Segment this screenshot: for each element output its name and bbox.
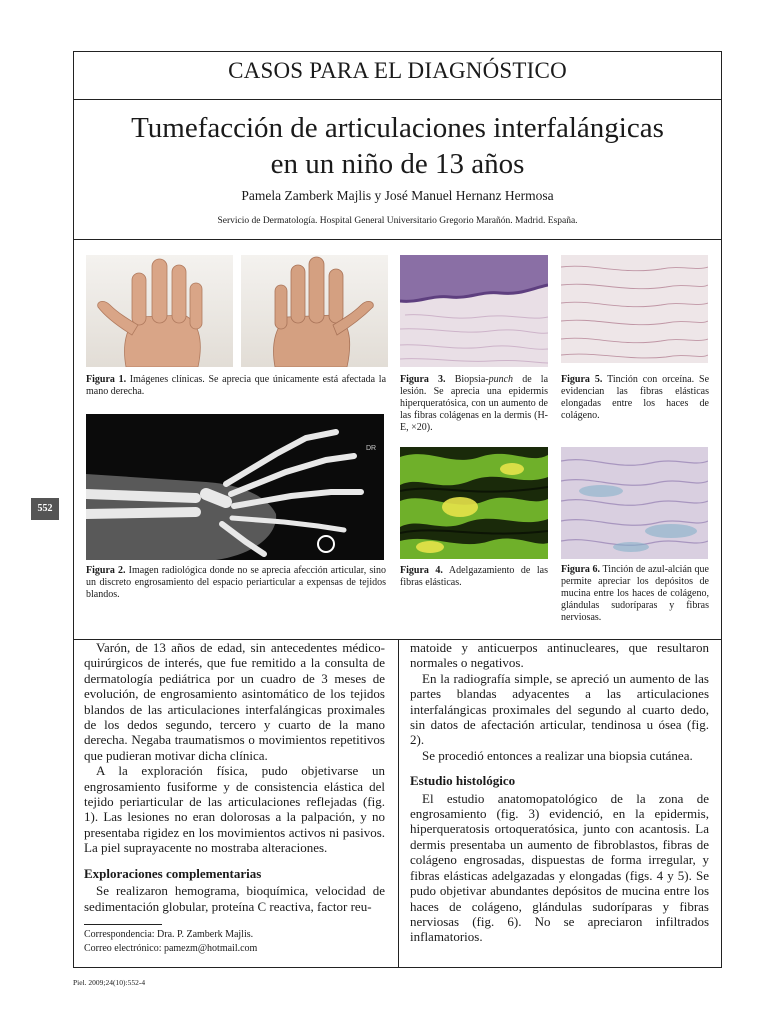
figure-1a-hand-photo bbox=[86, 255, 233, 367]
footnote-rule bbox=[84, 924, 162, 925]
left-paragraph-1: Varón, de 13 años de edad, sin antecedentes médico-quirúrgicos de interés, que fue remitido a la consulta de dermatología pediátrica por un cuadro de 3 meses de evolución, de engrosamiento asintomático de los tejidos blandos de las articulaciones interfalángicas proximales de los dedos segundo, tercero y cuarto de la mano derecha. Negaba traumatismos o movimientos repetitivos que pudieran motivar dicha clínica. bbox=[84, 640, 385, 763]
journal-citation: Piel. 2009;24(10):552-4 bbox=[73, 978, 146, 987]
article-title bbox=[73, 110, 722, 182]
figure-1-text: Imágenes clínicas. Se aprecia que únicamente está afectada la mano derecha. bbox=[86, 374, 387, 397]
figure-6-text: Tinción de azul-alcián que permite apreciar los depósitos de mucina entre los haces de colágeno, glándulas sudoríparas y fibras nerviosas. bbox=[561, 564, 709, 623]
right-paragraph-1: matoide y anticuerpos antinucleares, que resultaron normales o negativos. bbox=[410, 640, 709, 671]
figure-5-label: Figura 5. bbox=[561, 374, 603, 385]
footnote-correspondence: Correspondencia: Dra. P. Zamberk Majlis. bbox=[84, 929, 254, 940]
footnote bbox=[84, 928, 257, 956]
footnote-email: Correo electrónico: pamezm@hotmail.com bbox=[84, 943, 258, 954]
body-left-column bbox=[84, 640, 385, 914]
figure-6-histology bbox=[561, 447, 708, 559]
figure-4-histology bbox=[400, 447, 548, 559]
figure-6-caption bbox=[561, 564, 709, 624]
figure-3-text-a: Biopsia- bbox=[454, 374, 489, 385]
figure-2-text: Imagen radiológica donde no se aprecia afección articular, sino un discreto engrosamiento del espacio periarticular a expensas de tejidos blandos. bbox=[86, 565, 386, 600]
xray-marker: DR bbox=[366, 445, 377, 452]
left-paragraph-3: Se realizaron hemograma, bioquímica, velocidad de sedimentación globular, proteína C reactiva, factor reu- bbox=[84, 883, 385, 914]
body-right-column bbox=[410, 640, 709, 945]
figure-6-label: Figura 6. bbox=[561, 564, 601, 575]
figure-1b-hand-photo bbox=[241, 255, 388, 367]
right-paragraph-3: Se procedió entonces a realizar una biopsia cutánea. bbox=[422, 747, 693, 763]
left-paragraph-2: A la exploración física, pudo objetivarse un engrosamiento fusiforme y de consistencia elástica del tejido periarticular de las articulaciones reflejadas (fig. 1). Las lesiones no eran dolorosas a la palpación, y no presentaba rigidez en los movimientos activos ni pasivos. La piel suprayacente no mostraba alteraciones. bbox=[84, 763, 385, 856]
figure-3-histology bbox=[400, 255, 548, 367]
figure-5-histology bbox=[561, 255, 708, 363]
figure-2-xray bbox=[86, 414, 384, 560]
figure-4-label: Figura 4. bbox=[400, 565, 443, 576]
affiliation: Servicio de Dermatología. Hospital General Universitario Gregorio Marañón. Madrid. España. bbox=[217, 216, 578, 226]
right-paragraph-4: El estudio anatomopatológico de la zona de engrosamiento (fig. 3) evidenció, en la epidermis, hiperqueratosis ortoqueratósica, junto con acantosis. La dermis presentaba un aumento de fibroblastos, fibras de colágeno engrosadas, dispuestas de forma irregular, y fibras elásticas adelgazadas y elongadas (figs. 4 y 5). Se pudo objetivar abundantes depósitos de mucina entre los haces de colágeno, glándulas sudoríparas y fibras nerviosas (fig. 6). No se apreciaron infiltrados inflamatorios. bbox=[410, 790, 709, 945]
page-number-badge: 552 bbox=[31, 498, 59, 520]
figure-3-label: Figura 3. bbox=[400, 374, 446, 385]
figure-3-text-em: punch bbox=[488, 374, 514, 385]
section-title: CASOS PARA EL DIAGNÓSTICO bbox=[228, 58, 567, 83]
section-heading-estudio: Estudio histológico bbox=[410, 773, 516, 789]
figure-3-text-b: de la lesión. Se aprecia una epidermis hiperqueratósica, con un aumento de las fibras colágenas en la dermis (H-E, ×20). bbox=[400, 374, 549, 433]
figure-1-label: Figura 1. bbox=[86, 374, 127, 385]
title-line-2: en un niño de 13 años bbox=[270, 148, 525, 180]
figure-5-text: Tinción con orceína. Se evidencian las fibras elásticas elongadas entre los haces de colágeno. bbox=[561, 374, 710, 421]
figure-4-caption bbox=[400, 565, 548, 589]
rule-under-header bbox=[73, 239, 722, 240]
figure-2-caption bbox=[86, 565, 386, 601]
rule-under-section bbox=[73, 99, 722, 100]
right-paragraph-2: En la radiografía simple, se apreció un aumento de las partes blandas adyacentes a las articulaciones interfalángicas proximales del segundo al cuarto dedo, sin datos de afectación articular, tendinosa u ósea (fig. 2). bbox=[410, 670, 709, 748]
column-divider bbox=[398, 639, 399, 968]
authors: Pamela Zamberk Majlis y José Manuel Hernanz Hermosa bbox=[241, 188, 554, 203]
title-line-1: Tumefacción de articulaciones interfalángicas bbox=[131, 112, 664, 144]
figure-2-label: Figura 2. bbox=[86, 565, 126, 576]
figure-5-caption bbox=[561, 374, 709, 422]
figure-4-text: Adelgazamiento de las fibras elásticas. bbox=[400, 565, 548, 588]
section-heading-exploraciones: Exploraciones complementarias bbox=[84, 865, 262, 881]
figure-3-caption bbox=[400, 374, 548, 434]
figure-1-caption bbox=[86, 374, 386, 398]
